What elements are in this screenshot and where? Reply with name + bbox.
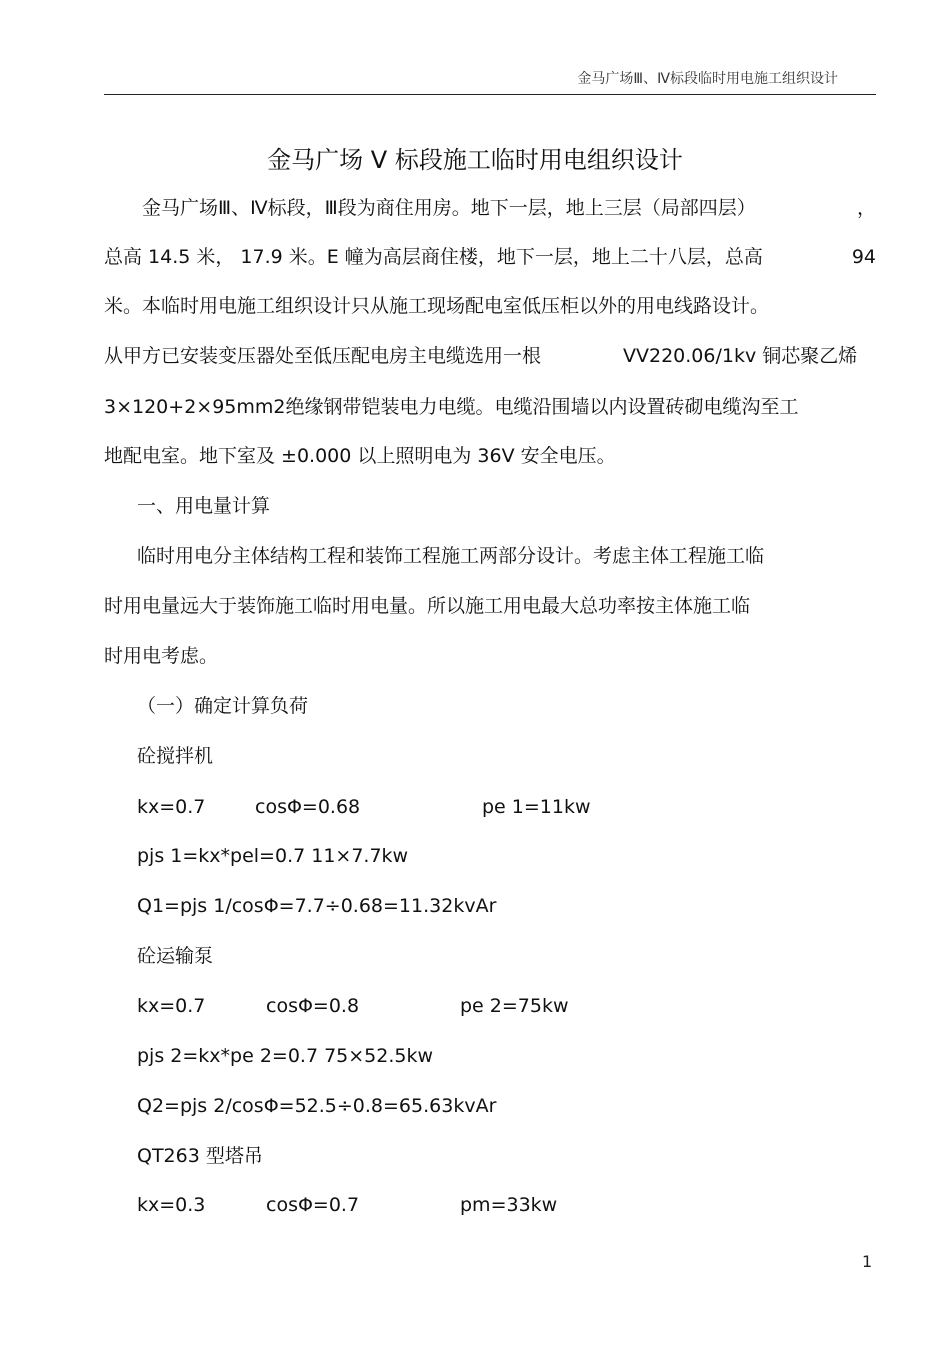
equipment-cos: cosΦ=0.8 [266, 995, 360, 1017]
intro-line-1-main: 金马广场Ⅲ、Ⅳ标段，Ⅲ段为商住用房。地下一层，地上三层（局部四层） [142, 197, 756, 219]
equipment-name: QT263 型塔吊 [137, 1145, 263, 1167]
equipment-pjs: pjs 1=kx*pel=0.7 11×7.7kw [137, 845, 409, 867]
section-para-line-3: 时用电考虑。 [104, 645, 219, 667]
equipment-kx: kx=0.7 [137, 995, 206, 1017]
equipment-kx: kx=0.7 [137, 796, 206, 818]
header-rule [104, 94, 876, 95]
equipment-pjs: pjs 2=kx*pe 2=0.7 75×52.5kw [137, 1045, 434, 1067]
page-number: 1 [862, 1252, 873, 1271]
equipment-cos: cosΦ=0.68 [255, 796, 361, 818]
equipment-pe: pe 2=75kw [460, 995, 569, 1017]
subsection-heading: （一）确定计算负荷 [137, 695, 309, 717]
equipment-q: Q1=pjs 1/cosΦ=7.7÷0.68=11.32kvAr [137, 895, 497, 917]
equipment-kx: kx=0.3 [137, 1194, 206, 1216]
intro-line-1-tail: ， [856, 197, 876, 219]
equipment-pe: pm=33kw [460, 1194, 558, 1216]
section-heading: 一、用电量计算 [137, 495, 271, 517]
intro-line-1 [104, 195, 876, 221]
intro-line-2-tail: 94 [851, 246, 876, 268]
intro-line-4-main: 从甲方已安装变压器处至低压配电房主电缆选用一根 [104, 345, 542, 367]
intro-line-6: 地配电室。地下室及 ±0.000 以上照明电为 36V 安全电压。 [104, 445, 616, 467]
equipment-pe: pe 1=11kw [482, 796, 591, 818]
running-header: 金马广场Ⅲ、Ⅳ标段临时用电施工组织设计 [577, 71, 838, 87]
document-title: 金马广场 V 标段施工临时用电组织设计 [267, 146, 683, 174]
intro-line-2-main: 总高 14.5 米， 17.9 米。E 幢为高层商住楼，地下一层，地上二十八层，总高 [104, 246, 763, 268]
intro-line-2 [104, 244, 876, 270]
intro-line-3: 米。本临时用电施工组织设计只从施工现场配电室低压柜以外的用电线路设计。 [104, 295, 770, 317]
equipment-q: Q2=pjs 2/cosΦ=52.5÷0.8=65.63kvAr [137, 1095, 497, 1117]
section-para-line-2: 时用电量远大于装饰施工临时用电量。所以施工用电最大总功率按主体施工临 [104, 595, 751, 617]
section-para-line-1: 临时用电分主体结构工程和装饰工程施工两部分设计。考虑主体工程施工临 [137, 545, 765, 567]
equipment-name: 砼搅拌机 [137, 745, 214, 767]
intro-line-4-tail: VV220.06/1kv 铜芯聚乙烯 [623, 345, 858, 367]
equipment-name: 砼运输泵 [137, 945, 214, 967]
equipment-cos: cosΦ=0.7 [266, 1194, 360, 1216]
intro-line-5: 3×120+2×95mm2绝缘钢带铠装电力电缆。电缆沿围墙以内设置砖砌电缆沟至工 [104, 396, 799, 418]
